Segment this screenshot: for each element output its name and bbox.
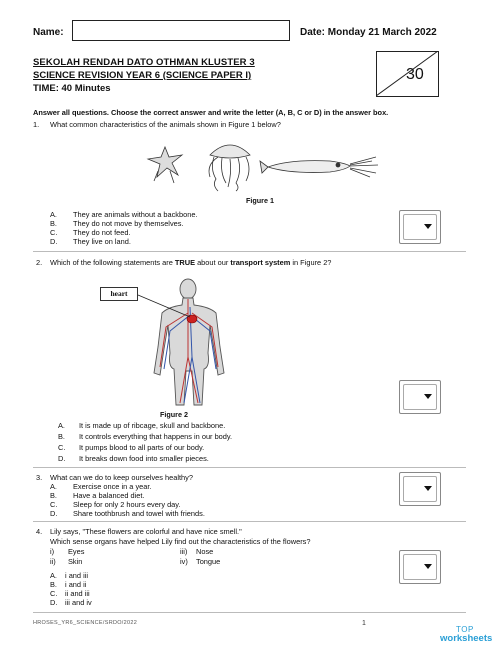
q4-sense-3-num: iii) <box>180 547 188 556</box>
q3-option-d: Share toothbrush and towel with friends. <box>73 509 205 518</box>
divider <box>33 612 466 613</box>
q4-sense-1-num: i) <box>50 547 55 556</box>
q1-option-b: They do not move by themselves. <box>73 219 184 228</box>
page-number: 1 <box>362 620 366 627</box>
q3-option-c: Sleep for only 2 hours every day. <box>73 500 181 509</box>
q2-option-c: It pumps blood to all parts of our body. <box>79 443 205 452</box>
figure2-circulatory-system <box>130 277 280 407</box>
q2-option-d-letter: D. <box>58 454 66 463</box>
q2-option-c-letter: C. <box>58 443 66 452</box>
q1-option-d: They live on land. <box>73 237 131 246</box>
q4-option-c-letter: C. <box>50 589 58 598</box>
q3-option-b: Have a balanced diet. <box>73 491 145 500</box>
q3-option-a-letter: A. <box>50 482 57 491</box>
chevron-down-icon <box>424 486 432 491</box>
q4-sense-3: Nose <box>196 547 214 556</box>
footer-code: HROSES_YR6_SCIENCE/SRDO/2022 <box>33 620 138 626</box>
chevron-down-icon <box>424 564 432 569</box>
q3-option-a: Exercise once in a year. <box>73 482 152 491</box>
q4-sense-2-num: ii) <box>50 557 56 566</box>
q1-option-c-letter: C. <box>50 228 58 237</box>
chevron-down-icon <box>424 394 432 399</box>
q1-option-a-letter: A. <box>50 210 57 219</box>
q3-number: 3. <box>36 473 43 482</box>
instructions: Answer all questions. Choose the correct answer and write the letter (A, B, C or D) in the answer box. <box>33 108 389 117</box>
divider <box>33 251 466 252</box>
q2-answer-dropdown[interactable] <box>399 380 441 414</box>
q2-option-b-letter: B. <box>58 432 65 441</box>
q3-answer-dropdown[interactable] <box>399 472 441 506</box>
q2-option-d: It breaks down food into smaller pieces. <box>79 454 209 463</box>
jellyfish-illustration <box>209 145 250 191</box>
q3-option-b-letter: B. <box>50 491 57 500</box>
q2-text: Which of the following statements are TRUE about our transport system in Figure 2? <box>50 258 332 267</box>
q1-option-b-letter: B. <box>50 219 57 228</box>
name-label: Name: <box>33 27 64 38</box>
q4-option-b: i and ii <box>65 580 87 589</box>
q1-answer-dropdown[interactable] <box>399 210 441 244</box>
starfish-illustration <box>148 147 182 183</box>
school-name: SEKOLAH RENDAH DATO OTHMAN KLUSTER 3 <box>33 57 255 68</box>
q4-option-a: i and iii <box>65 571 89 580</box>
divider <box>33 467 466 468</box>
brand-logo-bottom: worksheets <box>440 633 493 644</box>
q2-number: 2. <box>36 258 43 267</box>
q3-option-c-letter: C. <box>50 500 58 509</box>
paper-title: SCIENCE REVISION YEAR 6 (SCIENCE PAPER I) <box>33 70 252 81</box>
q4-number: 4. <box>36 527 43 536</box>
time-limit: TIME: 40 Minutes <box>33 83 111 94</box>
chevron-down-icon <box>424 224 432 229</box>
q4-option-d: iii and iv <box>65 598 92 607</box>
score-total: 30 <box>406 66 424 83</box>
q4-text-question: Which sense organs have helped Lily find out the characteristics of the flowers? <box>50 537 311 546</box>
heart-label: heart <box>100 287 138 301</box>
q2-option-b: It controls everything that happens in our body. <box>79 432 233 441</box>
q2-option-a: It is made up of ribcage, skull and backbone. <box>79 421 226 430</box>
q4-sense-1: Eyes <box>68 547 85 556</box>
q4-answer-dropdown[interactable] <box>399 550 441 584</box>
q4-text-quote: Lily says, "These flowers are colorful and have nice smell." <box>50 527 242 536</box>
figure2-caption: Figure 2 <box>160 410 188 419</box>
divider <box>33 521 466 522</box>
q4-option-a-letter: A. <box>50 571 57 580</box>
q1-option-a: They are animals without a backbone. <box>73 210 198 219</box>
figure1-animals <box>140 133 380 193</box>
squid-illustration <box>260 157 378 177</box>
q4-option-c: ii and iii <box>65 589 90 598</box>
q1-option-d-letter: D. <box>50 237 58 246</box>
brand-logo-top: TOP <box>456 625 474 634</box>
q1-option-c: They do not feed. <box>73 228 131 237</box>
q3-text: What can we do to keep ourselves healthy? <box>50 473 193 482</box>
figure1-caption: Figure 1 <box>246 196 274 205</box>
q3-option-d-letter: D. <box>50 509 58 518</box>
q4-option-b-letter: B. <box>50 580 57 589</box>
q4-sense-4: Tongue <box>196 557 221 566</box>
q4-option-d-letter: D. <box>50 598 58 607</box>
date-text: Date: Monday 21 March 2022 <box>300 27 437 38</box>
q4-sense-2: Skin <box>68 557 83 566</box>
q1-text: What common characteristics of the animals shown in Figure 1 below? <box>50 120 281 129</box>
q1-number: 1. <box>33 120 40 129</box>
name-field[interactable] <box>72 20 290 41</box>
q4-sense-4-num: iv) <box>180 557 188 566</box>
q2-option-a-letter: A. <box>58 421 65 430</box>
